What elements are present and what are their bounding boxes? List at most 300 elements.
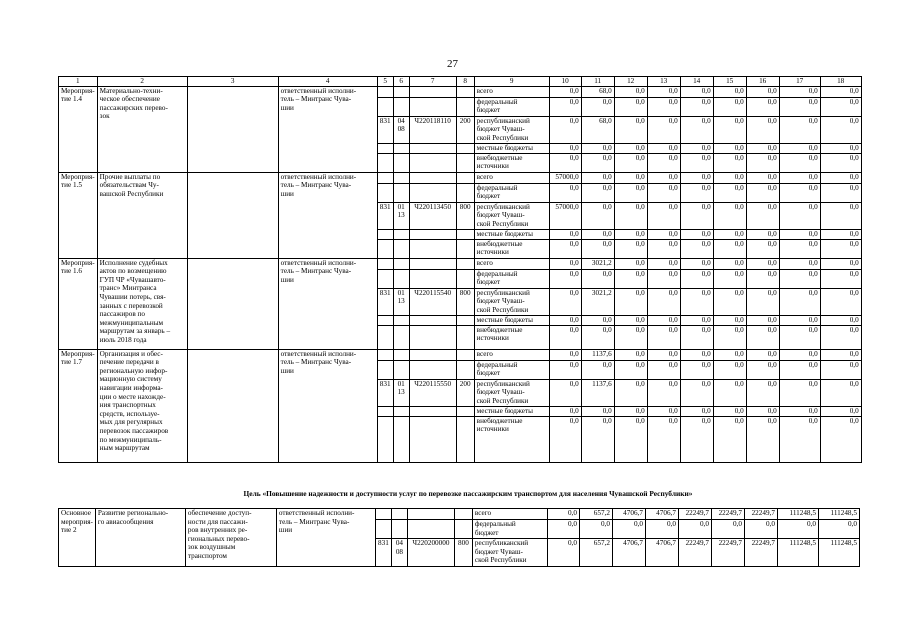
code-vr: 200 [456, 379, 474, 406]
amount-cell: 0,0 [820, 288, 861, 315]
code-csr [409, 315, 456, 325]
code-vr [456, 416, 474, 462]
amount-cell: 0,0 [820, 172, 861, 183]
amount-cell: 0,0 [713, 315, 746, 325]
funding-source: местные бюджеты [474, 143, 549, 153]
amount-cell: 22249,7 [678, 509, 711, 520]
code-vr: 200 [456, 116, 474, 143]
amount-cell: 0,0 [746, 153, 779, 172]
code-csr: Ч220115540 [409, 288, 456, 315]
funding-source: местные бюджеты [474, 229, 549, 239]
amount-cell: 0,0 [680, 97, 713, 116]
amount-cell: 3021,2 [581, 258, 614, 269]
measure-target [187, 172, 278, 258]
amount-cell: 0,0 [647, 269, 680, 288]
amount-cell: 0,0 [647, 325, 680, 349]
amount-cell: 0,0 [614, 379, 647, 406]
measure-name: Мероприя- тие 1.7 [59, 349, 98, 462]
page-number: 27 [447, 58, 458, 70]
amount-cell: 0,0 [746, 143, 779, 153]
funding-source: местные бюджеты [474, 406, 549, 416]
code-vr: 800 [454, 539, 472, 567]
amount-cell: 0,0 [647, 349, 680, 360]
amount-cell: 0,0 [647, 315, 680, 325]
code-rzpr [393, 239, 409, 258]
amount-cell: 0,0 [647, 239, 680, 258]
amount-cell: 0,0 [647, 406, 680, 416]
amount-cell: 0,0 [614, 172, 647, 183]
column-number: 8 [456, 77, 474, 87]
amount-cell: 0,0 [779, 239, 820, 258]
amount-cell: 22249,7 [711, 509, 744, 520]
code-grbs [377, 239, 393, 258]
column-number: 6 [393, 77, 409, 87]
code-grbs [377, 349, 393, 360]
code-rzpr [393, 183, 409, 202]
amount-cell: 0,0 [645, 520, 678, 539]
code-csr [409, 269, 456, 288]
amount-cell: 0,0 [614, 229, 647, 239]
code-csr [409, 325, 456, 349]
amount-cell: 0,0 [713, 360, 746, 379]
amount-cell: 4706,7 [612, 509, 645, 520]
amount-cell: 0,0 [744, 520, 777, 539]
amount-cell: 0,0 [713, 86, 746, 97]
amount-cell: 0,0 [777, 520, 818, 539]
funding-source: всего [474, 349, 549, 360]
amount-cell: 0,0 [779, 325, 820, 349]
code-csr [409, 360, 456, 379]
amount-cell: 1137,6 [581, 379, 614, 406]
amount-cell: 0,0 [746, 379, 779, 406]
amount-cell: 0,0 [581, 315, 614, 325]
amount-cell: 0,0 [820, 360, 861, 379]
amount-cell: 0,0 [746, 239, 779, 258]
amount-cell: 0,0 [614, 315, 647, 325]
code-csr [409, 153, 456, 172]
code-csr: Ч220200000 [407, 539, 454, 567]
measure-name: Мероприя- тие 1.5 [59, 172, 98, 258]
amount-cell: 0,0 [579, 520, 612, 539]
amount-cell: 0,0 [746, 172, 779, 183]
code-vr [456, 172, 474, 183]
amount-cell: 0,0 [614, 116, 647, 143]
code-grbs: 831 [377, 116, 393, 143]
code-csr [407, 509, 454, 520]
amount-cell: 1137,6 [581, 349, 614, 360]
amount-cell: 0,0 [713, 183, 746, 202]
amount-cell: 0,0 [614, 86, 647, 97]
funding-source: всего [474, 172, 549, 183]
amount-cell: 0,0 [581, 229, 614, 239]
measure-name: Мероприя- тие 1.4 [59, 86, 98, 172]
amount-cell: 0,0 [746, 86, 779, 97]
amount-cell: 0,0 [647, 97, 680, 116]
code-grbs [377, 229, 393, 239]
amount-cell: 0,0 [779, 153, 820, 172]
amount-cell: 0,0 [680, 349, 713, 360]
code-vr: 800 [456, 288, 474, 315]
amount-cell: 0,0 [614, 360, 647, 379]
code-grbs [377, 325, 393, 349]
column-number: 7 [409, 77, 456, 87]
amount-cell: 0,0 [581, 153, 614, 172]
amount-cell: 0,0 [820, 416, 861, 462]
amount-cell: 0,0 [779, 172, 820, 183]
amount-cell: 0,0 [581, 269, 614, 288]
amount-cell: 0,0 [713, 416, 746, 462]
amount-cell: 0,0 [614, 406, 647, 416]
budget-table-goal2 [58, 508, 860, 567]
header-row [59, 77, 862, 87]
code-vr [456, 269, 474, 288]
measure-executor: ответственный исполни- тель – Минтранс Чува- шии [278, 86, 377, 172]
amount-cell: 0,0 [713, 143, 746, 153]
code-rzpr [393, 360, 409, 379]
measure-title: Прочие выплаты по обязательствам Чу- вашской Республики [97, 172, 187, 258]
funding-source: республиканский бюджет Чуваш- ской Республики [474, 288, 549, 315]
code-grbs [375, 520, 391, 539]
column-number: 5 [377, 77, 393, 87]
code-grbs [377, 86, 393, 97]
amount-cell: 0,0 [581, 416, 614, 462]
amount-cell: 0,0 [713, 288, 746, 315]
amount-cell: 0,0 [779, 183, 820, 202]
amount-cell: 0,0 [746, 325, 779, 349]
amount-cell: 657,2 [579, 539, 612, 567]
amount-cell: 111248,5 [777, 509, 818, 520]
measure-title: Исполнение судебных актов по возмещению ГУП ЧР «Чувашавто- транс» Минтранса Чувашии потерь, свя- занных с перевозкой пассажиров по межмуниципальным маршрутам за январь – июль 2018 года [97, 258, 187, 349]
amount-cell: 0,0 [647, 258, 680, 269]
code-grbs [377, 183, 393, 202]
column-number: 13 [647, 77, 680, 87]
table-row [59, 258, 862, 269]
amount-cell: 0,0 [581, 183, 614, 202]
code-rzpr [393, 406, 409, 416]
column-number: 2 [97, 77, 187, 87]
funding-source: республиканский бюджет Чуваш- ской Республики [474, 379, 549, 406]
table-row [59, 349, 862, 360]
amount-cell: 0,0 [779, 116, 820, 143]
code-rzpr [391, 509, 407, 520]
amount-cell: 3021,2 [581, 288, 614, 315]
amount-cell: 0,0 [549, 258, 581, 269]
amount-cell: 68,0 [581, 86, 614, 97]
amount-cell: 0,0 [549, 360, 581, 379]
code-vr [456, 229, 474, 239]
amount-cell: 0,0 [581, 239, 614, 258]
amount-cell: 0,0 [711, 520, 744, 539]
amount-cell: 0,0 [680, 269, 713, 288]
funding-source: республиканский бюджет Чуваш- ской Республики [472, 539, 547, 567]
column-number: 15 [713, 77, 746, 87]
amount-cell: 0,0 [549, 86, 581, 97]
amount-cell: 0,0 [547, 520, 579, 539]
amount-cell: 0,0 [713, 349, 746, 360]
code-csr [409, 349, 456, 360]
amount-cell: 0,0 [779, 315, 820, 325]
amount-cell: 0,0 [581, 97, 614, 116]
amount-cell: 0,0 [614, 153, 647, 172]
code-csr [409, 183, 456, 202]
amount-cell: 0,0 [820, 183, 861, 202]
amount-cell: 4706,7 [645, 509, 678, 520]
code-csr [407, 520, 454, 539]
code-vr: 800 [456, 202, 474, 229]
column-number: 18 [820, 77, 861, 87]
amount-cell: 0,0 [647, 172, 680, 183]
amount-cell: 0,0 [680, 239, 713, 258]
budget-table [58, 76, 862, 463]
funding-source: республиканский бюджет Чуваш- ской Республики [474, 116, 549, 143]
funding-source: местные бюджеты [474, 315, 549, 325]
code-csr [409, 172, 456, 183]
amount-cell: 0,0 [746, 202, 779, 229]
measure-target [187, 349, 278, 462]
amount-cell: 0,0 [549, 288, 581, 315]
code-vr [456, 315, 474, 325]
measure-executor: ответственный исполни- тель – Минтранс Чува- шии [278, 349, 377, 462]
code-csr: Ч220118110 [409, 116, 456, 143]
code-grbs [377, 97, 393, 116]
code-rzpr [393, 315, 409, 325]
amount-cell: 0,0 [820, 258, 861, 269]
funding-source: всего [474, 258, 549, 269]
amount-cell: 0,0 [779, 86, 820, 97]
amount-cell: 0,0 [614, 288, 647, 315]
amount-cell: 0,0 [614, 269, 647, 288]
amount-cell: 0,0 [647, 229, 680, 239]
amount-cell: 0,0 [547, 539, 579, 567]
amount-cell: 0,0 [779, 360, 820, 379]
amount-cell: 0,0 [779, 288, 820, 315]
amount-cell: 0,0 [581, 172, 614, 183]
amount-cell: 0,0 [779, 416, 820, 462]
code-csr [409, 97, 456, 116]
funding-source: всего [472, 509, 547, 520]
amount-cell: 0,0 [647, 202, 680, 229]
code-rzpr [393, 325, 409, 349]
amount-cell: 0,0 [581, 143, 614, 153]
column-number: 10 [549, 77, 581, 87]
amount-cell: 0,0 [614, 349, 647, 360]
amount-cell: 0,0 [549, 269, 581, 288]
code-rzpr [391, 520, 407, 539]
amount-cell: 0,0 [746, 258, 779, 269]
amount-cell: 0,0 [549, 239, 581, 258]
amount-cell: 0,0 [779, 229, 820, 239]
amount-cell: 0,0 [647, 143, 680, 153]
column-number: 1 [59, 77, 98, 87]
code-grbs [377, 416, 393, 462]
measure-target: обеспечение доступ- ности для пассажи- ров внутренних ре- гиональных перево- зок воздушным транспортом [185, 509, 276, 567]
amount-cell: 0,0 [647, 288, 680, 315]
amount-cell: 0,0 [581, 202, 614, 229]
funding-source: федеральный бюджет [474, 360, 549, 379]
amount-cell: 0,0 [614, 97, 647, 116]
amount-cell: 0,0 [820, 143, 861, 153]
code-rzpr [393, 97, 409, 116]
measure-target [187, 86, 278, 172]
amount-cell: 0,0 [746, 97, 779, 116]
measure-target [187, 258, 278, 349]
amount-cell: 0,0 [612, 520, 645, 539]
amount-cell: 0,0 [746, 315, 779, 325]
amount-cell: 0,0 [779, 143, 820, 153]
amount-cell: 22249,7 [744, 539, 777, 567]
amount-cell: 0,0 [820, 116, 861, 143]
amount-cell: 0,0 [614, 239, 647, 258]
amount-cell: 0,0 [713, 202, 746, 229]
amount-cell: 0,0 [549, 97, 581, 116]
measure-title: Материально-техни- ческое обеспечение пассажирских перево- зок [97, 86, 187, 172]
amount-cell: 0,0 [779, 258, 820, 269]
amount-cell: 0,0 [680, 202, 713, 229]
amount-cell: 0,0 [820, 153, 861, 172]
amount-cell: 0,0 [647, 153, 680, 172]
amount-cell: 22249,7 [711, 539, 744, 567]
code-vr [456, 406, 474, 416]
amount-cell: 0,0 [820, 269, 861, 288]
amount-cell: 0,0 [614, 258, 647, 269]
amount-cell: 0,0 [818, 520, 859, 539]
amount-cell: 0,0 [746, 416, 779, 462]
code-vr [456, 325, 474, 349]
amount-cell: 0,0 [614, 143, 647, 153]
amount-cell: 0,0 [581, 325, 614, 349]
code-grbs [377, 143, 393, 153]
code-grbs [377, 269, 393, 288]
code-vr [456, 360, 474, 379]
amount-cell: 0,0 [820, 315, 861, 325]
amount-cell: 0,0 [680, 360, 713, 379]
code-rzpr: 04 08 [391, 539, 407, 567]
code-rzpr [393, 86, 409, 97]
code-grbs: 831 [377, 379, 393, 406]
amount-cell: 0,0 [581, 360, 614, 379]
code-grbs [377, 258, 393, 269]
code-grbs [377, 406, 393, 416]
amount-cell: 0,0 [614, 416, 647, 462]
amount-cell: 0,0 [678, 520, 711, 539]
code-rzpr [393, 416, 409, 462]
amount-cell: 0,0 [680, 406, 713, 416]
code-vr [456, 183, 474, 202]
code-rzpr: 01 13 [393, 288, 409, 315]
code-rzpr [393, 258, 409, 269]
code-vr [456, 86, 474, 97]
code-csr [409, 239, 456, 258]
amount-cell: 0,0 [647, 86, 680, 97]
code-csr [409, 416, 456, 462]
amount-cell: 0,0 [680, 116, 713, 143]
amount-cell: 4706,7 [612, 539, 645, 567]
measure-name: Мероприя- тие 1.6 [59, 258, 98, 349]
funding-source: федеральный бюджет [472, 520, 547, 539]
amount-cell: 0,0 [647, 183, 680, 202]
code-csr [409, 406, 456, 416]
amount-cell: 0,0 [820, 406, 861, 416]
amount-cell: 0,0 [713, 172, 746, 183]
column-number: 12 [614, 77, 647, 87]
amount-cell: 0,0 [820, 229, 861, 239]
amount-cell: 0,0 [680, 416, 713, 462]
code-grbs [377, 315, 393, 325]
funding-source: всего [474, 86, 549, 97]
code-csr [409, 229, 456, 239]
amount-cell: 0,0 [779, 97, 820, 116]
amount-cell: 111248,5 [818, 539, 859, 567]
column-number: 16 [746, 77, 779, 87]
funding-source: внебюджетные источники [474, 325, 549, 349]
code-grbs: 831 [377, 202, 393, 229]
measure-title: Развитие регионально- го авиасообщения [95, 509, 185, 567]
code-rzpr [393, 269, 409, 288]
measure-name: Основное мероприя- тие 2 [59, 509, 96, 567]
funding-source: федеральный бюджет [474, 269, 549, 288]
column-number: 11 [581, 77, 614, 87]
goal-heading: Цель «Повышение надежности и доступности услуг по перевозке пассажирским транспортом для населения Чувашской Республики» [243, 489, 693, 498]
amount-cell: 0,0 [820, 325, 861, 349]
code-grbs [375, 509, 391, 520]
measure-executor: ответственный исполни- тель – Минтранс Чува- шии [276, 509, 375, 567]
amount-cell: 111248,5 [777, 539, 818, 567]
amount-cell: 0,0 [680, 183, 713, 202]
funding-source: внебюджетные источники [474, 416, 549, 462]
amount-cell: 68,0 [581, 116, 614, 143]
code-rzpr: 01 13 [393, 202, 409, 229]
code-grbs: 831 [375, 539, 391, 567]
amount-cell: 0,0 [713, 97, 746, 116]
amount-cell: 0,0 [680, 229, 713, 239]
code-vr [456, 258, 474, 269]
amount-cell: 0,0 [680, 315, 713, 325]
column-number: 3 [187, 77, 278, 87]
measure-executor: ответственный исполни- тель – Минтранс Чува- шии [278, 258, 377, 349]
amount-cell: 0,0 [746, 360, 779, 379]
amount-cell: 0,0 [779, 349, 820, 360]
amount-cell: 0,0 [713, 269, 746, 288]
amount-cell: 0,0 [680, 325, 713, 349]
amount-cell: 0,0 [647, 360, 680, 379]
amount-cell: 0,0 [820, 86, 861, 97]
amount-cell: 0,0 [680, 143, 713, 153]
amount-cell: 0,0 [779, 379, 820, 406]
amount-cell: 0,0 [647, 379, 680, 406]
amount-cell: 0,0 [549, 153, 581, 172]
amount-cell: 0,0 [549, 229, 581, 239]
table-row [59, 86, 862, 97]
funding-source: внебюджетные источники [474, 239, 549, 258]
amount-cell: 0,0 [680, 288, 713, 315]
amount-cell: 0,0 [713, 229, 746, 239]
measure-executor: ответственный исполни- тель – Минтранс Чува- шии [278, 172, 377, 258]
code-vr [454, 509, 472, 520]
amount-cell: 0,0 [820, 202, 861, 229]
amount-cell: 657,2 [579, 509, 612, 520]
amount-cell: 0,0 [549, 116, 581, 143]
amount-cell: 0,0 [746, 269, 779, 288]
amount-cell: 0,0 [713, 258, 746, 269]
measure-title: Организация и обес- печение передачи в региональную инфор- мационную систему навигации информа- ции о месте нахожде- ния транспортных средств, используе- мых для регулярных перевозок пассажиров по межмуниципаль- ным маршрутам [97, 349, 187, 462]
amount-cell: 0,0 [549, 349, 581, 360]
amount-cell: 57000,0 [549, 172, 581, 183]
amount-cell: 0,0 [549, 325, 581, 349]
amount-cell: 0,0 [820, 349, 861, 360]
amount-cell: 0,0 [549, 416, 581, 462]
amount-cell: 0,0 [779, 406, 820, 416]
amount-cell: 0,0 [746, 349, 779, 360]
